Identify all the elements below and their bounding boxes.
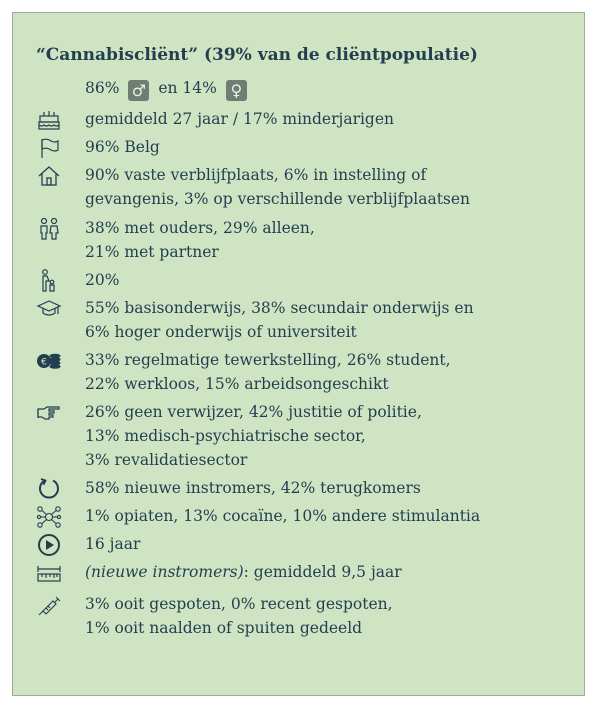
injection-line-2: 1% ooit naalden of spuiten gedeeld <box>85 619 363 637</box>
people-icon <box>36 216 62 242</box>
male-symbol-icon: ♂ <box>128 80 149 101</box>
male-percentage: 86% <box>85 79 120 97</box>
age-text: gemiddeld 27 jaar / 17% minderjarigen <box>85 110 395 128</box>
referral-line-1: 26% geen verwijzer, 42% justitie of politie, <box>85 403 422 421</box>
nationality-text: 96% Belg <box>85 138 160 156</box>
duration-rest: : gemiddeld 9,5 jaar <box>243 563 402 581</box>
info-card <box>12 12 585 696</box>
living-situation-line-2: 21% met partner <box>85 243 219 261</box>
syringe-icon <box>36 592 62 618</box>
flag-icon <box>36 135 62 161</box>
graduation-cap-icon <box>36 296 62 322</box>
referral-line-3: 3% revalidatiesector <box>85 451 248 469</box>
education-line-2: 6% hoger onderwijs of universiteit <box>85 323 357 341</box>
parent-child-icon <box>36 268 62 294</box>
duration-italic-prefix: (nieuwe instromers) <box>85 563 244 581</box>
play-circle-icon <box>36 532 62 558</box>
living-situation-line-1: 38% met ouders, 29% alleen, <box>85 219 315 237</box>
coins-icon <box>36 348 62 374</box>
employment-line-1: 33% regelmatige tewerkstelling, 26% student, <box>85 351 451 369</box>
other-substances-text: 1% opiaten, 13% cocaïne, 10% andere stimulantia <box>85 507 481 525</box>
birthday-cake-icon <box>36 107 62 133</box>
residence-text-line-1: 90% vaste verblijfplaats, 6% in instelling of <box>85 166 427 184</box>
referral-line-2: 13% medisch-psychiatrische sector, <box>85 427 366 445</box>
age-first-use-text: 16 jaar <box>85 535 141 553</box>
female-percentage: en 14% <box>158 79 217 97</box>
education-line-1: 55% basisonderwijs, 38% secundair onderwijs en <box>85 299 474 317</box>
female-symbol-icon: ♀ <box>226 80 247 101</box>
residence-text-line-2: gevangenis, 3% op verschillende verblijfplaatsen <box>85 190 471 208</box>
house-icon <box>36 163 62 189</box>
children-text: 20% <box>85 271 120 289</box>
pointing-hand-icon <box>36 400 62 426</box>
ruler-icon <box>36 560 62 586</box>
gender-text <box>85 76 565 101</box>
employment-line-2: 22% werkloos, 15% arbeidsongeschikt <box>85 375 389 393</box>
injection-line-1: 3% ooit gespoten, 0% recent gespoten, <box>85 595 393 613</box>
duration-text <box>85 560 565 584</box>
intake-type-text: 58% nieuwe instromers, 42% terugkomers <box>85 479 421 497</box>
card-title: “Cannabiscliënt” (39% van de cliëntpopulatie) <box>36 45 478 65</box>
molecule-network-icon <box>36 504 62 530</box>
svg-text:€: € <box>41 357 47 368</box>
circular-arrow-icon <box>36 476 62 502</box>
